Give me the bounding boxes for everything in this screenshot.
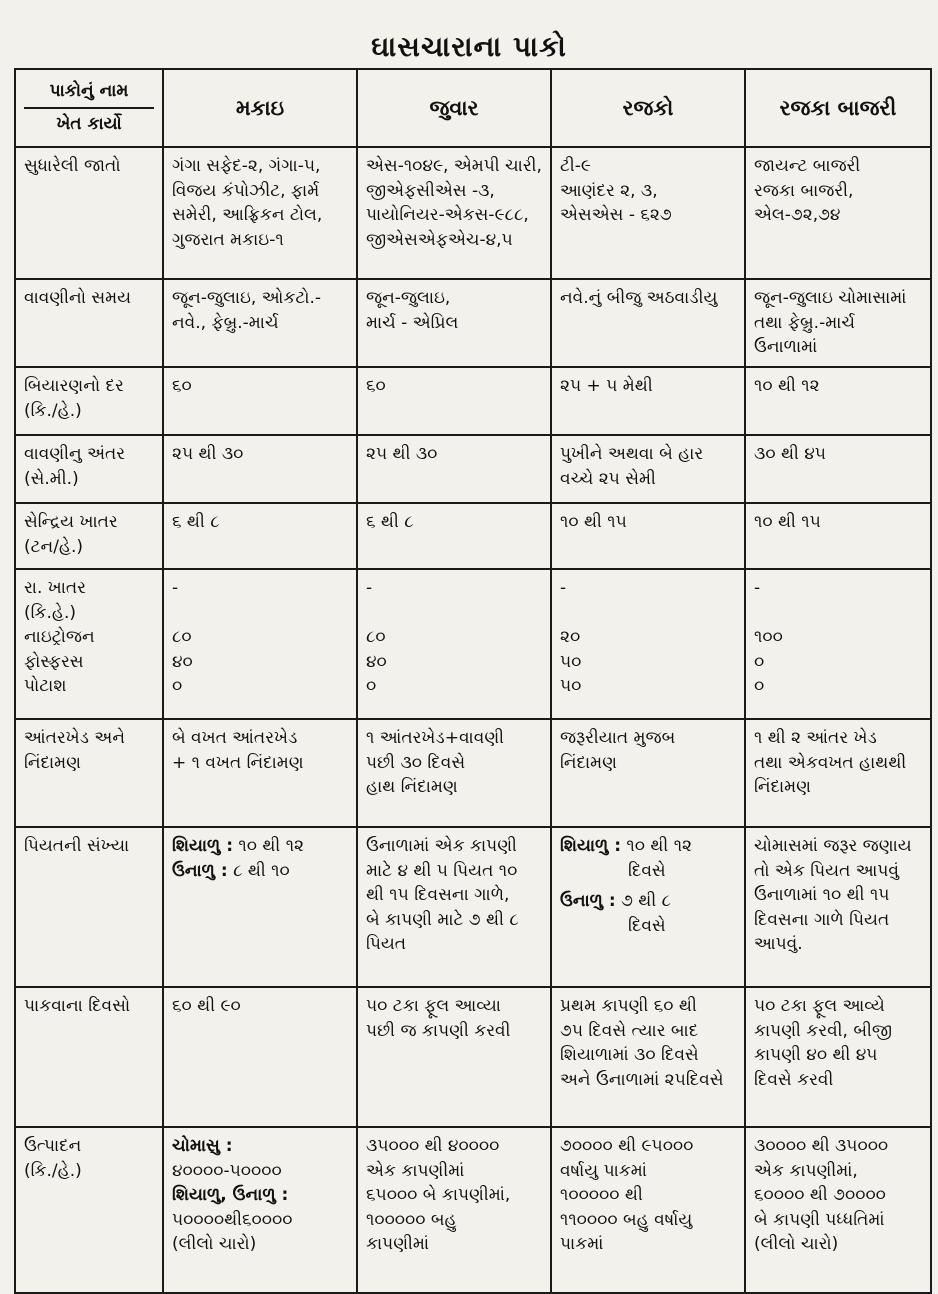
- cell-line: પછી જ કાપણી કરવી: [366, 1020, 511, 1041]
- cell-varieties-makai: ગંગા સફેદ-૨, ગંગા-૫, વિજય કંપોઝીટ, ફાર્મ સમેરી, આફ્રિકન ટોલ, ગુજરાત મકાઇ-૧: [163, 147, 357, 279]
- cell-line: નિંદામણ: [754, 777, 812, 798]
- season-label-monsoon: ચોમાસુ :: [172, 1135, 233, 1156]
- cell-varieties-juvar: એસ-૧૦૪૯, એમપી ચારી, જીએફસીએસ -૩, પાયોનિયર-એકસ-૯૮૮, જીએસએફએચ-૪,૫: [357, 147, 551, 279]
- cell-production-bajri: [745, 1127, 931, 1293]
- season-label-summer: ઉનાળુ :: [560, 891, 616, 912]
- cell-spacing-bajri: ૩૦ થી ૪૫: [745, 435, 931, 503]
- row-spacing: [15, 435, 931, 503]
- row-maturity: [15, 987, 931, 1127]
- cell-line: ૮૦: [172, 627, 192, 648]
- row-label-line: ફોસ્ફરસ: [24, 651, 84, 672]
- irrigation-value: ૭ થી ૮: [621, 891, 671, 912]
- cell-interculture-bajri: [745, 719, 931, 827]
- crop-header-makai: મકાઇ: [163, 69, 357, 147]
- cell-line: ચોમાસમાં જરૂર જણાય: [754, 835, 912, 856]
- cell-line: ૫૦ ટકા ફૂલ આવ્યે: [754, 995, 885, 1016]
- cell-maturity-rajko: [551, 987, 745, 1127]
- cell-line: ૧૦૦૦૦૦ બહુ: [366, 1209, 457, 1230]
- cell-line: ૧૧૦૦૦૦ બહુ વર્ષાયુ: [560, 1209, 693, 1230]
- cell-seed-juvar: ૬૦: [357, 367, 551, 435]
- cell-line: [366, 601, 542, 626]
- cell-line: દિવસે કરવી: [754, 1069, 834, 1090]
- cell-line: માટે ૪ થી ૫ પિયત ૧૦: [366, 860, 518, 881]
- cell-production-juvar: [357, 1127, 551, 1293]
- row-irrigation: [15, 827, 931, 987]
- cell-line: + ૧ વખત નિંદામણ: [172, 752, 304, 773]
- cell-line: વચ્ચે ૨૫ સેમી: [560, 468, 656, 489]
- cell-line: ૪૦: [366, 651, 387, 672]
- cell-line: જૂન-જુલાઇ ચોમાસામાં: [754, 288, 907, 308]
- cell-line: કાપણીમાં: [366, 1234, 430, 1255]
- cell-line: એસએસ - ૬૨૭: [560, 205, 672, 226]
- cell-line: શિયાળામાં ૩૦ દિવસે: [560, 1045, 699, 1066]
- cell-line: ટી-૯: [560, 156, 591, 176]
- crop-header-juvar: જુવાર: [357, 69, 551, 147]
- cell-line: એક કાપણીમાં,: [754, 1160, 858, 1181]
- row-organic-manure: [15, 503, 931, 569]
- cell-irrigation-rajko: [551, 827, 745, 987]
- cell-line: (લીલો ચારો): [754, 1234, 839, 1255]
- row-label-line: (કિ.હે.): [24, 602, 77, 623]
- cell-fertilizer-makai: [163, 569, 357, 719]
- cell-line: હાથ નિંદામણ: [366, 777, 458, 798]
- cell-sowing-juvar: [357, 279, 551, 367]
- row-label-organic-manure: [15, 503, 163, 569]
- cell-fertilizer-rajko: [551, 569, 745, 719]
- cell-line: બે કાપણી પધ્ધતિમાં: [754, 1209, 885, 1230]
- cell-line: વર્ષાયુ પાકમાં: [560, 1160, 647, 1181]
- row-seed-rate: [15, 367, 931, 435]
- crop-name-header: પાકોનું નામ: [24, 76, 154, 109]
- cell-line: પ્રથમ કાપણી ૬૦ થી: [560, 995, 697, 1016]
- cell-line: [560, 834, 736, 859]
- cell-line: નવે., ફેબ્રુ.-માર્ચ: [172, 312, 279, 333]
- cell-line: -: [172, 577, 179, 598]
- row-label-irrigation: પિયતની સંખ્યા: [15, 827, 163, 987]
- row-label-line: રા. ખાતર: [24, 577, 86, 598]
- cell-line: માર્ચ - એપ્રિલ: [366, 312, 459, 333]
- cell-production-makai: [163, 1127, 357, 1293]
- row-label-line: નાઇટ્રોજન: [24, 627, 95, 648]
- cell-manure-juvar: ૬ થી ૮: [357, 503, 551, 569]
- cell-line: [172, 601, 348, 626]
- cell-manure-bajri: ૧૦ થી ૧૫: [745, 503, 931, 569]
- cell-line: દિવસના ગાળે પિયત: [754, 909, 890, 930]
- cell-line: ૩૦૦૦૦ થી ૩૫૦૦૦: [754, 1135, 889, 1156]
- cell-line: રજકા બાજરી,: [754, 180, 854, 201]
- cell-manure-rajko: ૧૦ થી ૧૫: [551, 503, 745, 569]
- row-label-line: (ટન/હે.): [24, 536, 84, 557]
- cell-line: (લીલો ચારો): [172, 1234, 257, 1255]
- cell-sowing-makai: [163, 279, 357, 367]
- cell-line: [560, 601, 736, 626]
- cell-line: દિવસે: [628, 915, 666, 936]
- cell-seed-bajri: ૧૦ થી ૧૨: [745, 367, 931, 435]
- row-sowing-time: [15, 279, 931, 367]
- cell-line: ૫૦: [560, 651, 582, 672]
- cell-line: જરૂરીયાત મુજબ: [560, 727, 676, 748]
- cell-line: એક કાપણીમાં: [366, 1160, 465, 1181]
- row-label-line: વાવણીનુ અંતર: [24, 443, 126, 464]
- row-label-chemical-fertilizer: [15, 569, 163, 719]
- cell-line: તથા ફેબ્રુ.-માર્ચ ઉનાળામાં: [754, 312, 855, 358]
- cell-line: આણંદર ૨, ૩,: [560, 180, 658, 201]
- cell-line: થી ૧૫ દિવસના ગાળે,: [366, 885, 510, 906]
- row-label-maturity: પાકવાના દિવસો: [15, 987, 163, 1127]
- cell-line: ૦: [754, 676, 765, 697]
- cell-line: ૭૫ દિવસે ત્યાર બાદ: [560, 1020, 699, 1041]
- cell-line: પિયત: [366, 934, 407, 955]
- row-label-seed-rate: [15, 367, 163, 435]
- cell-line: ૪૦: [172, 651, 193, 672]
- cell-line: ૮૦: [366, 627, 386, 648]
- row-label-line: (કિ./હે.): [24, 1160, 82, 1181]
- cell-line: [172, 834, 348, 859]
- cell-line: -: [754, 577, 761, 598]
- row-label-line: બિયારણનો દર: [24, 375, 124, 396]
- cell-interculture-rajko: [551, 719, 745, 827]
- cell-line: ૧ આંતરખેડ+વાવણી: [366, 727, 505, 748]
- cell-line: -: [366, 577, 373, 598]
- page-title: ઘાસચારાના પાકો: [371, 30, 567, 63]
- cell-varieties-rajko: [551, 147, 745, 279]
- row-label-spacing: [15, 435, 163, 503]
- cell-line: બે કાપણી માટે ૭ થી ૮: [366, 909, 519, 930]
- cell-fertilizer-juvar: [357, 569, 551, 719]
- cell-production-rajko: [551, 1127, 745, 1293]
- cell-line: એલ-૭૨,૭૪: [754, 205, 841, 226]
- cell-line: ઉનાળામાં એક કાપણી: [366, 835, 517, 856]
- row-label-line: આંતરખેડ અને: [24, 727, 125, 748]
- cell-fertilizer-bajri: [745, 569, 931, 719]
- season-label-summer: ઉનાળુ :: [172, 860, 228, 881]
- cell-line: [754, 601, 922, 626]
- cell-line: જાયન્ટ બાજરી: [754, 156, 861, 176]
- cell-line: ૧૦૦૦૦૦ થી: [560, 1185, 643, 1206]
- cell-varieties-bajri: [745, 147, 931, 279]
- cell-seed-makai: ૬૦: [163, 367, 357, 435]
- row-label-sowing-time: વાવણીનો સમય: [15, 279, 163, 367]
- row-label-line: ઉત્પાદન: [24, 1135, 82, 1156]
- cell-line: તથા એકવખત હાથથી: [754, 752, 907, 773]
- row-interculture: [15, 719, 931, 827]
- cell-manure-makai: ૬ થી ૮: [163, 503, 357, 569]
- cell-line: કાપણી ૪૦ થી ૪૫: [754, 1045, 878, 1066]
- cell-irrigation-makai: [163, 827, 357, 987]
- cell-line: નિંદામણ: [560, 752, 618, 773]
- cell-line: આપવું.: [754, 934, 803, 955]
- cell-line: પાકમાં: [560, 1234, 604, 1255]
- cell-seed-rajko: ૨૫ + ૫ મેથી: [551, 367, 745, 435]
- row-varieties: [15, 147, 931, 279]
- corner-cell: [15, 69, 163, 147]
- cell-line: [560, 889, 736, 914]
- cell-line: ૧૦૦: [754, 627, 783, 648]
- cell-line: ૨૦: [560, 627, 581, 648]
- row-production: [15, 1127, 931, 1293]
- season-label-winter-summer: શિયાળુ, ઉનાળુ :: [172, 1185, 289, 1206]
- cell-line: ૫૦ ટકા ફૂલ આવ્યા: [366, 995, 501, 1016]
- cell-line: ૧ થી ૨ આંતર ખેડ: [754, 727, 877, 748]
- cell-interculture-makai: [163, 719, 357, 827]
- cell-line: ૦: [366, 676, 377, 697]
- cell-line: તો એક પિયત આપવું: [754, 860, 899, 881]
- cell-maturity-makai: ૬૦ થી ૯૦: [163, 987, 357, 1127]
- row-label-production: [15, 1127, 163, 1293]
- cell-line: જૂન-જુલાઇ, ઓકટો.-: [172, 288, 322, 308]
- irrigation-value: ૧૦ થી ૧૨: [238, 835, 305, 856]
- cell-line: [172, 859, 348, 884]
- farm-operations-header: ખેત કાર્યો: [56, 114, 122, 135]
- cell-line: ઉનાળામાં ૧૦ થી ૧૫: [754, 885, 890, 906]
- cell-line: કાપણી કરવી, બીજી: [754, 1020, 893, 1041]
- cell-line: દિવસે: [628, 860, 666, 881]
- fodder-crops-table: [14, 68, 932, 1294]
- row-label-line: પોટાશ: [24, 676, 67, 697]
- header-row: [15, 69, 931, 147]
- cell-line: ૫૦: [560, 676, 582, 697]
- cell-line: પછી ૩૦ દિવસે: [366, 752, 466, 773]
- cell-line: ૭૦૦૦૦ થી ૯૫૦૦૦: [560, 1135, 694, 1156]
- season-label-winter: શિયાળુ :: [560, 835, 622, 856]
- cell-line: પુખીને અથવા બે હાર: [560, 443, 704, 464]
- cell-line: ૬૫૦૦૦ બે કાપણીમાં,: [366, 1185, 511, 1206]
- cell-sowing-bajri: [745, 279, 931, 367]
- row-label-line: સેન્દ્રિય ખાતર: [24, 511, 118, 532]
- season-label-winter: શિયાળુ :: [172, 835, 234, 856]
- cell-line: -: [560, 577, 567, 598]
- crop-header-rajka-bajri: રજકા બાજરી: [745, 69, 931, 147]
- row-label-line: (સે.મી.): [24, 468, 79, 489]
- cell-line: ૫૦૦૦૦થી૬૦૦૦૦: [172, 1209, 293, 1230]
- irrigation-value: ૧૦ થી ૧૨: [626, 835, 693, 856]
- row-label-interculture: [15, 719, 163, 827]
- cell-irrigation-juvar: [357, 827, 551, 987]
- cell-maturity-bajri: [745, 987, 931, 1127]
- row-chemical-fertilizer: [15, 569, 931, 719]
- cell-line: ૦: [754, 651, 765, 672]
- row-label-line: (કિ./હે.): [24, 400, 82, 421]
- cell-line: ૪૦૦૦૦-૫૦૦૦૦: [172, 1160, 282, 1181]
- cell-line: ૩૫૦૦૦ થી ૪૦૦૦૦: [366, 1135, 500, 1156]
- row-label-varieties: સુધારેલી જાતો: [15, 147, 163, 279]
- cell-sowing-rajko: નવે.નું બીજુ અઠવાડીયુ: [551, 279, 745, 367]
- row-label-line: નિંદામણ: [24, 752, 82, 773]
- cell-line: ૦: [172, 676, 183, 697]
- cell-line: બે વખત આંતરખેડ: [172, 727, 298, 748]
- cell-line: જૂન-જુલાઇ,: [366, 288, 451, 308]
- cell-spacing-makai: ૨૫ થી ૩૦: [163, 435, 357, 503]
- irrigation-value: ૮ થી ૧૦: [233, 860, 290, 881]
- cell-interculture-juvar: [357, 719, 551, 827]
- crop-header-rajko: રજકો: [551, 69, 745, 147]
- cell-line: અને ઉનાળામાં ૨૫દિવસે: [560, 1069, 724, 1090]
- cell-spacing-juvar: ૨૫ થી ૩૦: [357, 435, 551, 503]
- cell-spacing-rajko: [551, 435, 745, 503]
- cell-irrigation-bajri: [745, 827, 931, 987]
- cell-line: ૬૦૦૦૦ થી ૭૦૦૦૦: [754, 1185, 886, 1206]
- cell-maturity-juvar: [357, 987, 551, 1127]
